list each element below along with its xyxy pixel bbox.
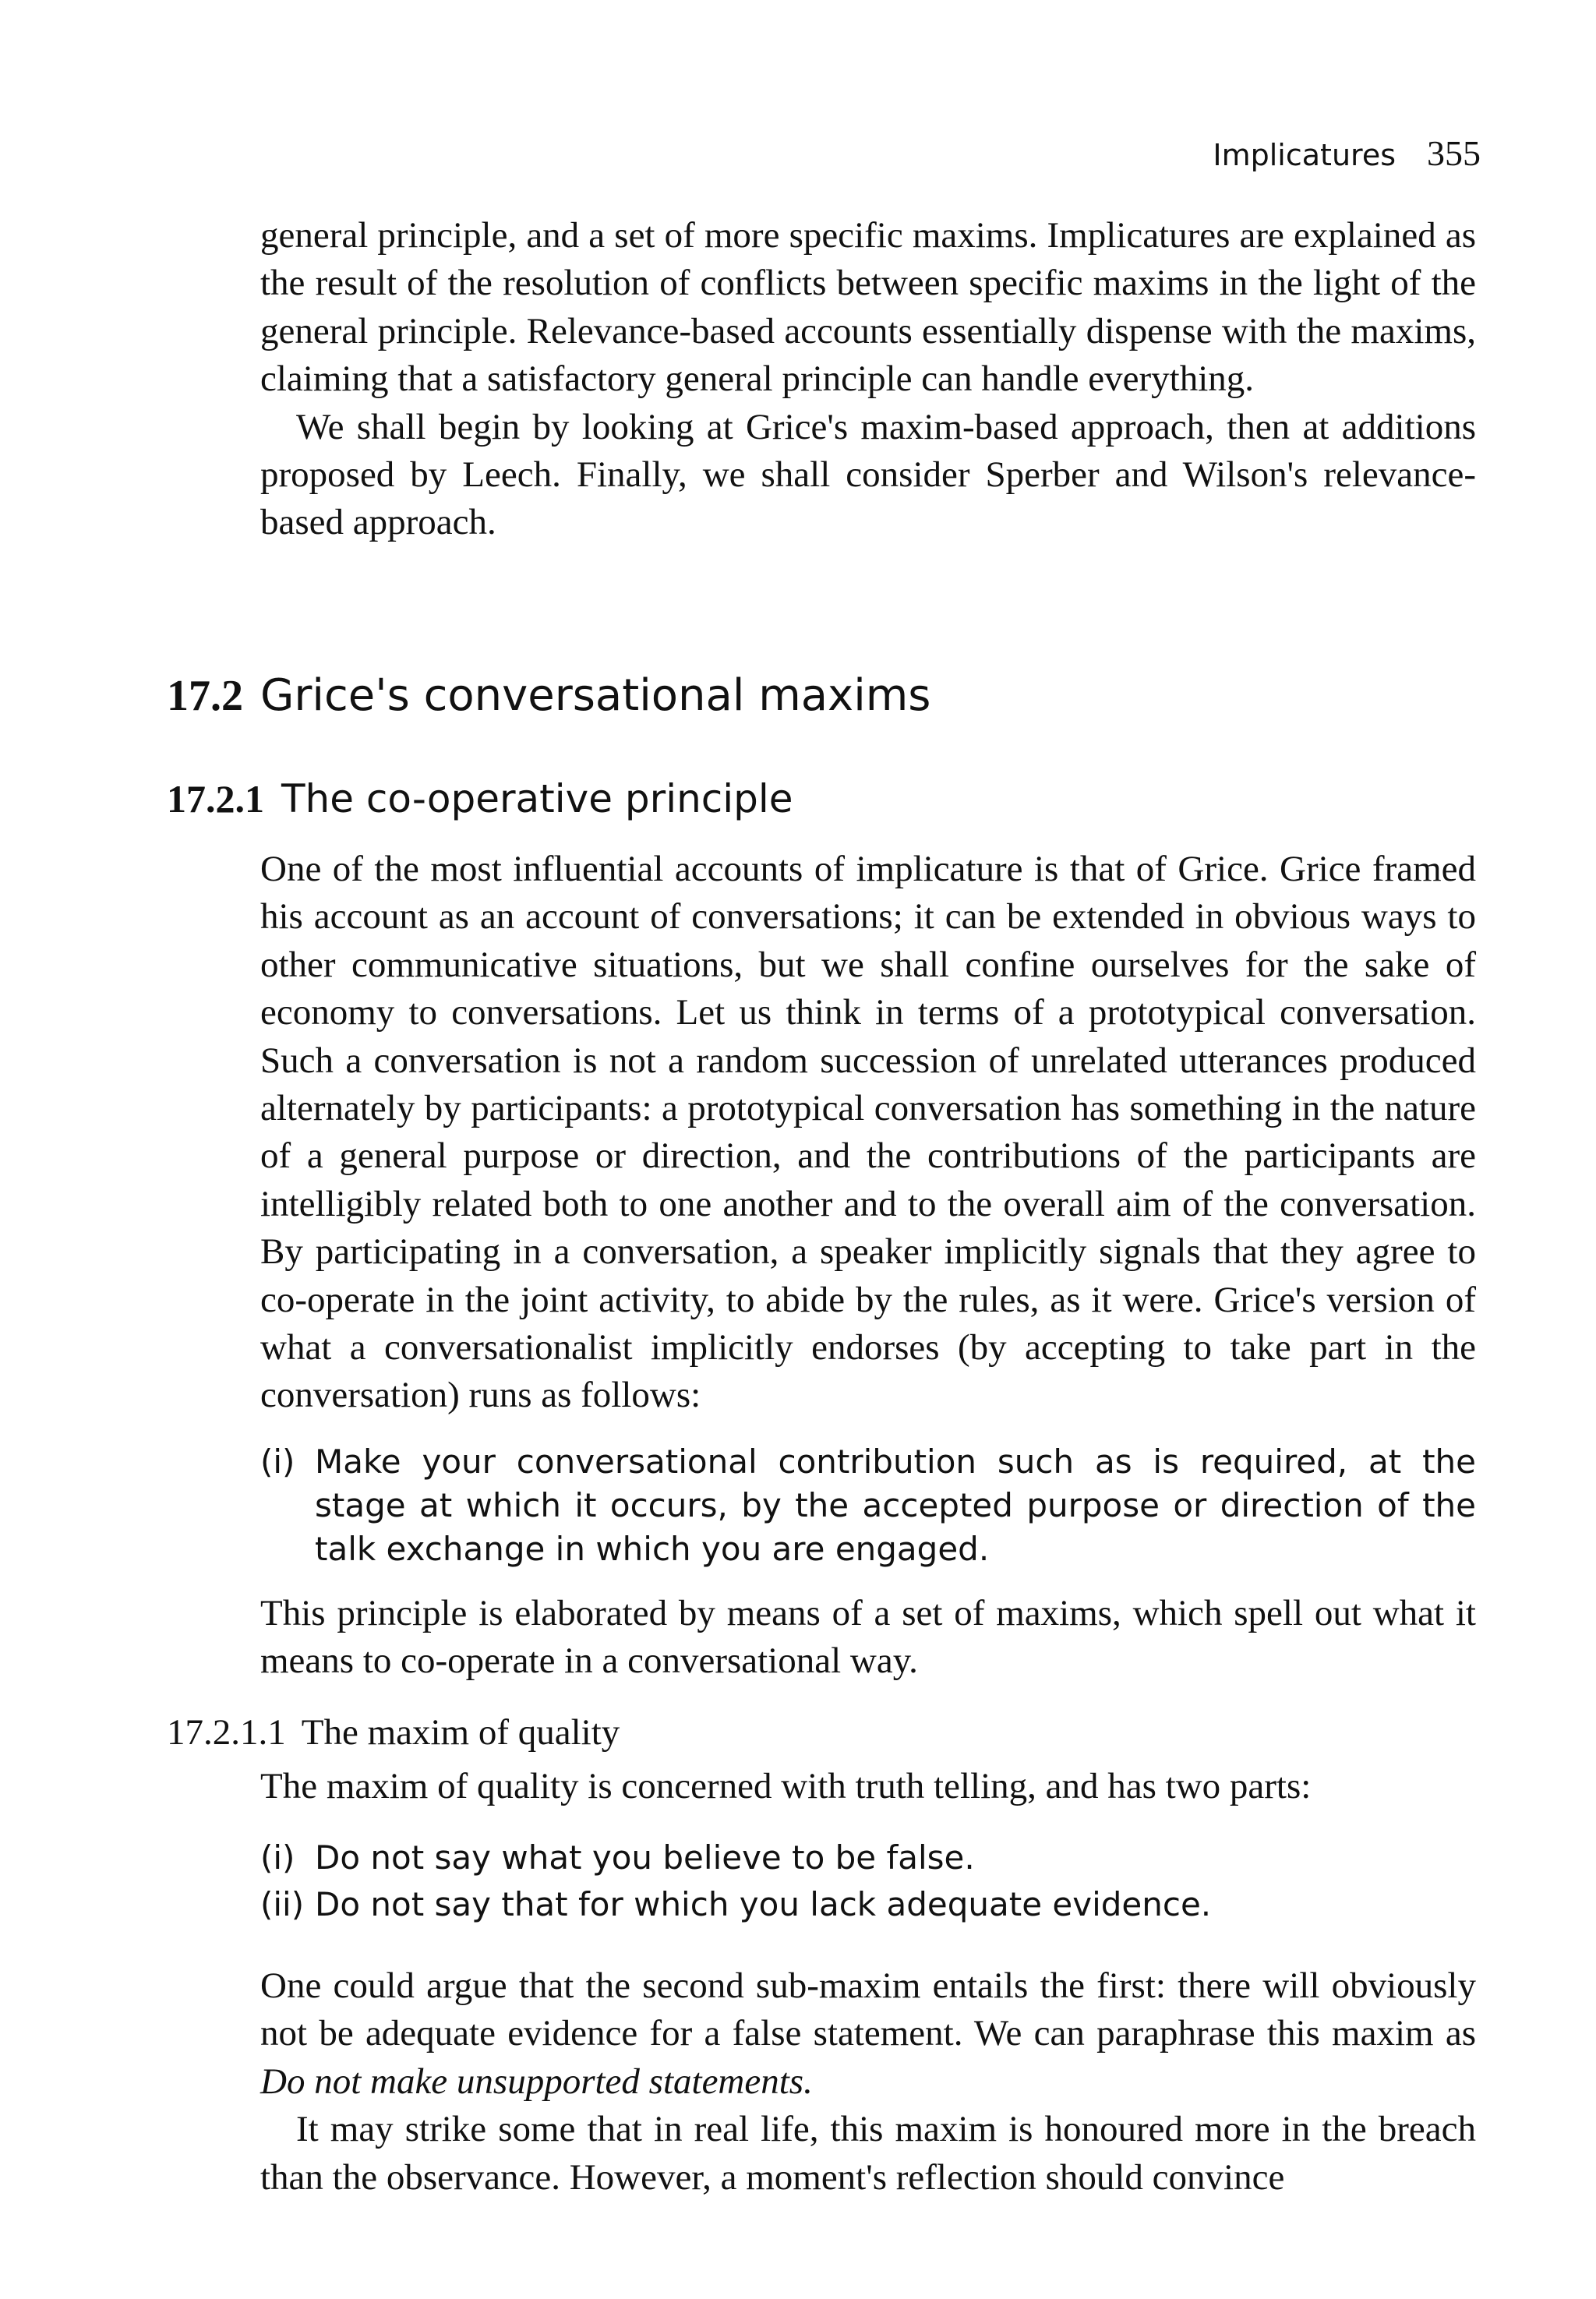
running-head <box>1153 132 1481 174</box>
list-item <box>260 1881 1476 1928</box>
subsection-number: 17.2.1 <box>167 777 264 821</box>
item-label: (i) <box>260 1838 295 1877</box>
item-text: Do not say what you believe to be false. <box>315 1838 975 1877</box>
quality-discussion <box>260 1962 1476 2202</box>
subsubsection-number: 17.2.1.1 <box>167 1712 286 1753</box>
subsection-heading <box>167 776 793 821</box>
quality-intro <box>260 1763 1476 1810</box>
elaboration-paragraph: This principle is elaborated by means of a set of maxims, which spell out what it means to co-operate in a conversational way. <box>260 1593 1476 1682</box>
intro-paragraph-2: We shall begin by looking at Grice's maxim-based approach, then at additions proposed by Leech. Finally, we shall consider Sperber and Wilson's relevance-based approach. <box>260 406 1476 543</box>
section-number: 17.2 <box>167 672 243 720</box>
section-heading <box>167 670 930 721</box>
quality-intro-paragraph: The maxim of quality is concerned with truth telling, and has two parts: <box>260 1766 1312 1806</box>
intro-paragraph-1: general principle, and a set of more specific maxims. Implicatures are explained as the result of the resolution of conflicts between specific maxims in the light of the general principle. Relevance-based accounts essentially dispense with the maxims, claiming that a satisfactory general principle can handle everything. <box>260 215 1476 400</box>
principle-elaboration <box>260 1590 1476 1686</box>
page-number: 355 <box>1427 133 1481 173</box>
intro-text <box>260 212 1476 547</box>
italic-paraphrase: Do not make unsupported statements. <box>260 2061 813 2102</box>
quality-paragraph-1 <box>260 1962 1476 2106</box>
subsection-title: The co-operative principle <box>281 776 793 821</box>
quality-paragraph-2: It may strike some that in real life, this maxim is honoured more in the breach than the observance. However, a moment's reflection should convince <box>260 2109 1476 2198</box>
cooperative-principle-statement <box>260 1440 1476 1571</box>
list-item <box>260 1440 1476 1571</box>
running-title: Implicatures <box>1213 138 1396 172</box>
subsubsection-heading <box>167 1711 620 1753</box>
paragraph-text: One could argue that the second sub-maxim entails the first: there will obviously not be adequate evidence for a false statement. We can paraphrase this maxim as <box>260 1965 1476 2054</box>
section-title: Grice's conversational maxims <box>260 670 931 721</box>
item-label: (i) <box>260 1443 295 1481</box>
subsubsection-title: The maxim of quality <box>301 1712 620 1753</box>
item-text: Do not say that for which you lack adequate evidence. <box>315 1885 1212 1923</box>
cooperative-paragraph: One of the most influential accounts of implicature is that of Grice. Grice framed his account as an account of conversations; it can be extended in obvious ways to other communicative situations, but we shall confine ourselves for the sake of economy to conversations. Let us think in terms of a prototypical conversation. Such a conversation is not a random succession of unrelated utterances produced alternately by participants: a prototypical conversation has something in the nature of a general purpose or direction, and the contributions of the participants are intelligibly related both to one another and to the overall aim of the conversation. By participating in a conversation, a speaker implicitly signals that they agree to co-operate in the joint activity, to abide by the rules, as it were. Grice's version of what a conversationalist implicitly endorses (by accepting to take part in the conversation) runs as follows: <box>260 849 1476 1416</box>
list-item <box>260 1835 1476 1881</box>
subsection-body <box>260 846 1476 1420</box>
item-text: Make your conversational contribution such as is required, at the stage at which it occurs, by the accepted purpose or direction of the talk exchange in which you are engaged. <box>315 1443 1476 1568</box>
item-label: (ii) <box>260 1885 305 1923</box>
quality-maxims-list <box>260 1835 1476 1928</box>
